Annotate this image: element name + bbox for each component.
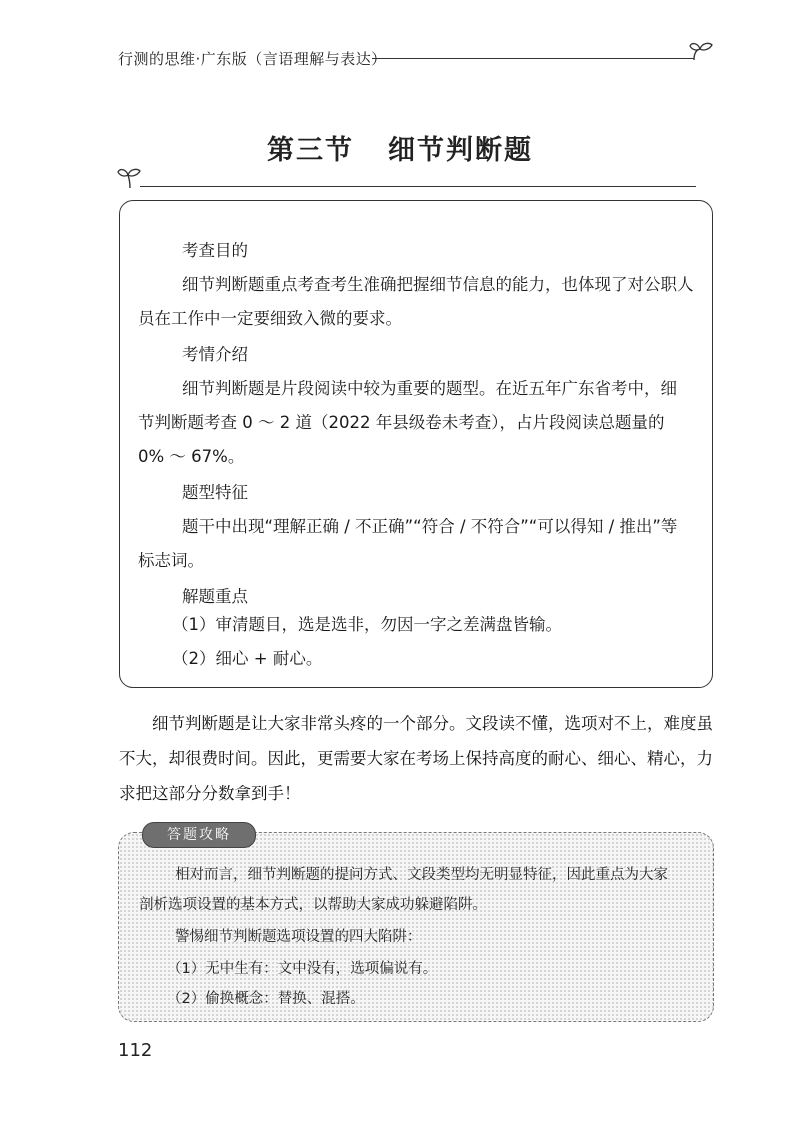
exam-purpose-heading: 考查目的 <box>182 241 248 260</box>
strategy-trap-item: （1）无中生有：文中没有，选项偏说有。 <box>167 961 438 977</box>
key-point-item: （1）审清题目，选是选非，勿因一字之差满盘皆输。 <box>172 615 562 634</box>
exam-purpose-text: 细节判断题重点考查考生准确把握细节信息的能力，也体现了对公职人 <box>182 275 694 294</box>
header-rule <box>372 58 694 59</box>
exam-intro-heading: 考情介绍 <box>182 345 248 364</box>
section-name: 细节判断题 <box>388 135 533 166</box>
key-point-item: （2）细心 + 耐心。 <box>172 649 323 668</box>
key-points-heading: 解题重点 <box>182 587 248 606</box>
body-paragraph: 细节判断题是让大家非常头疼的一个部分。文段读不懂，选项对不上，难度虽不大，却很费时间。因此，更需要大家在考场上保持高度的耐心、细心、精心，力求把这部分分数拿到手！ <box>119 714 713 803</box>
strategy-trap-item: （2）偷换概念：替换、混搭。 <box>167 991 365 1007</box>
page-number: 112 <box>118 1040 153 1061</box>
section-number: 第三节 <box>267 135 354 166</box>
title-rule <box>140 186 696 187</box>
exam-intro-text: 节判断题考查 0 ～ 2 道（2022 年县级卷未考查），占片段阅读总题量的 <box>138 413 665 432</box>
features-text: 标志词。 <box>138 551 204 570</box>
exam-purpose-text: 员在工作中一定要细致入微的要求。 <box>138 309 402 328</box>
sprout-icon <box>116 166 142 190</box>
strategy-text: 警惕细节判断题选项设置的四大陷阱： <box>175 929 422 945</box>
strategy-text: 相对而言，细节判断题的提问方式、文段类型均无明显特征，因此重点为大家 <box>175 867 668 883</box>
exam-info-box <box>119 200 713 688</box>
section-title <box>0 128 800 167</box>
running-header-title: 行测的思维·广东版（言语理解与表达） <box>118 50 387 68</box>
strategy-text: 剖析选项设置的基本方式，以帮助大家成功躲避陷阱。 <box>139 897 487 913</box>
features-text: 题干中出现“理解正确 / 不正确”“符合 / 不符合”“可以得知 / 推出”等 <box>182 517 678 536</box>
answer-strategy-box <box>118 832 714 1022</box>
sprout-icon <box>688 40 714 64</box>
exam-intro-text: 细节判断题是片段阅读中较为重要的题型。在近五年广东省考中，细 <box>182 379 677 398</box>
answer-strategy-badge: 答题攻略 <box>142 822 256 848</box>
features-heading: 题型特征 <box>182 483 248 502</box>
exam-intro-text: 0% ～ 67%。 <box>138 447 245 466</box>
